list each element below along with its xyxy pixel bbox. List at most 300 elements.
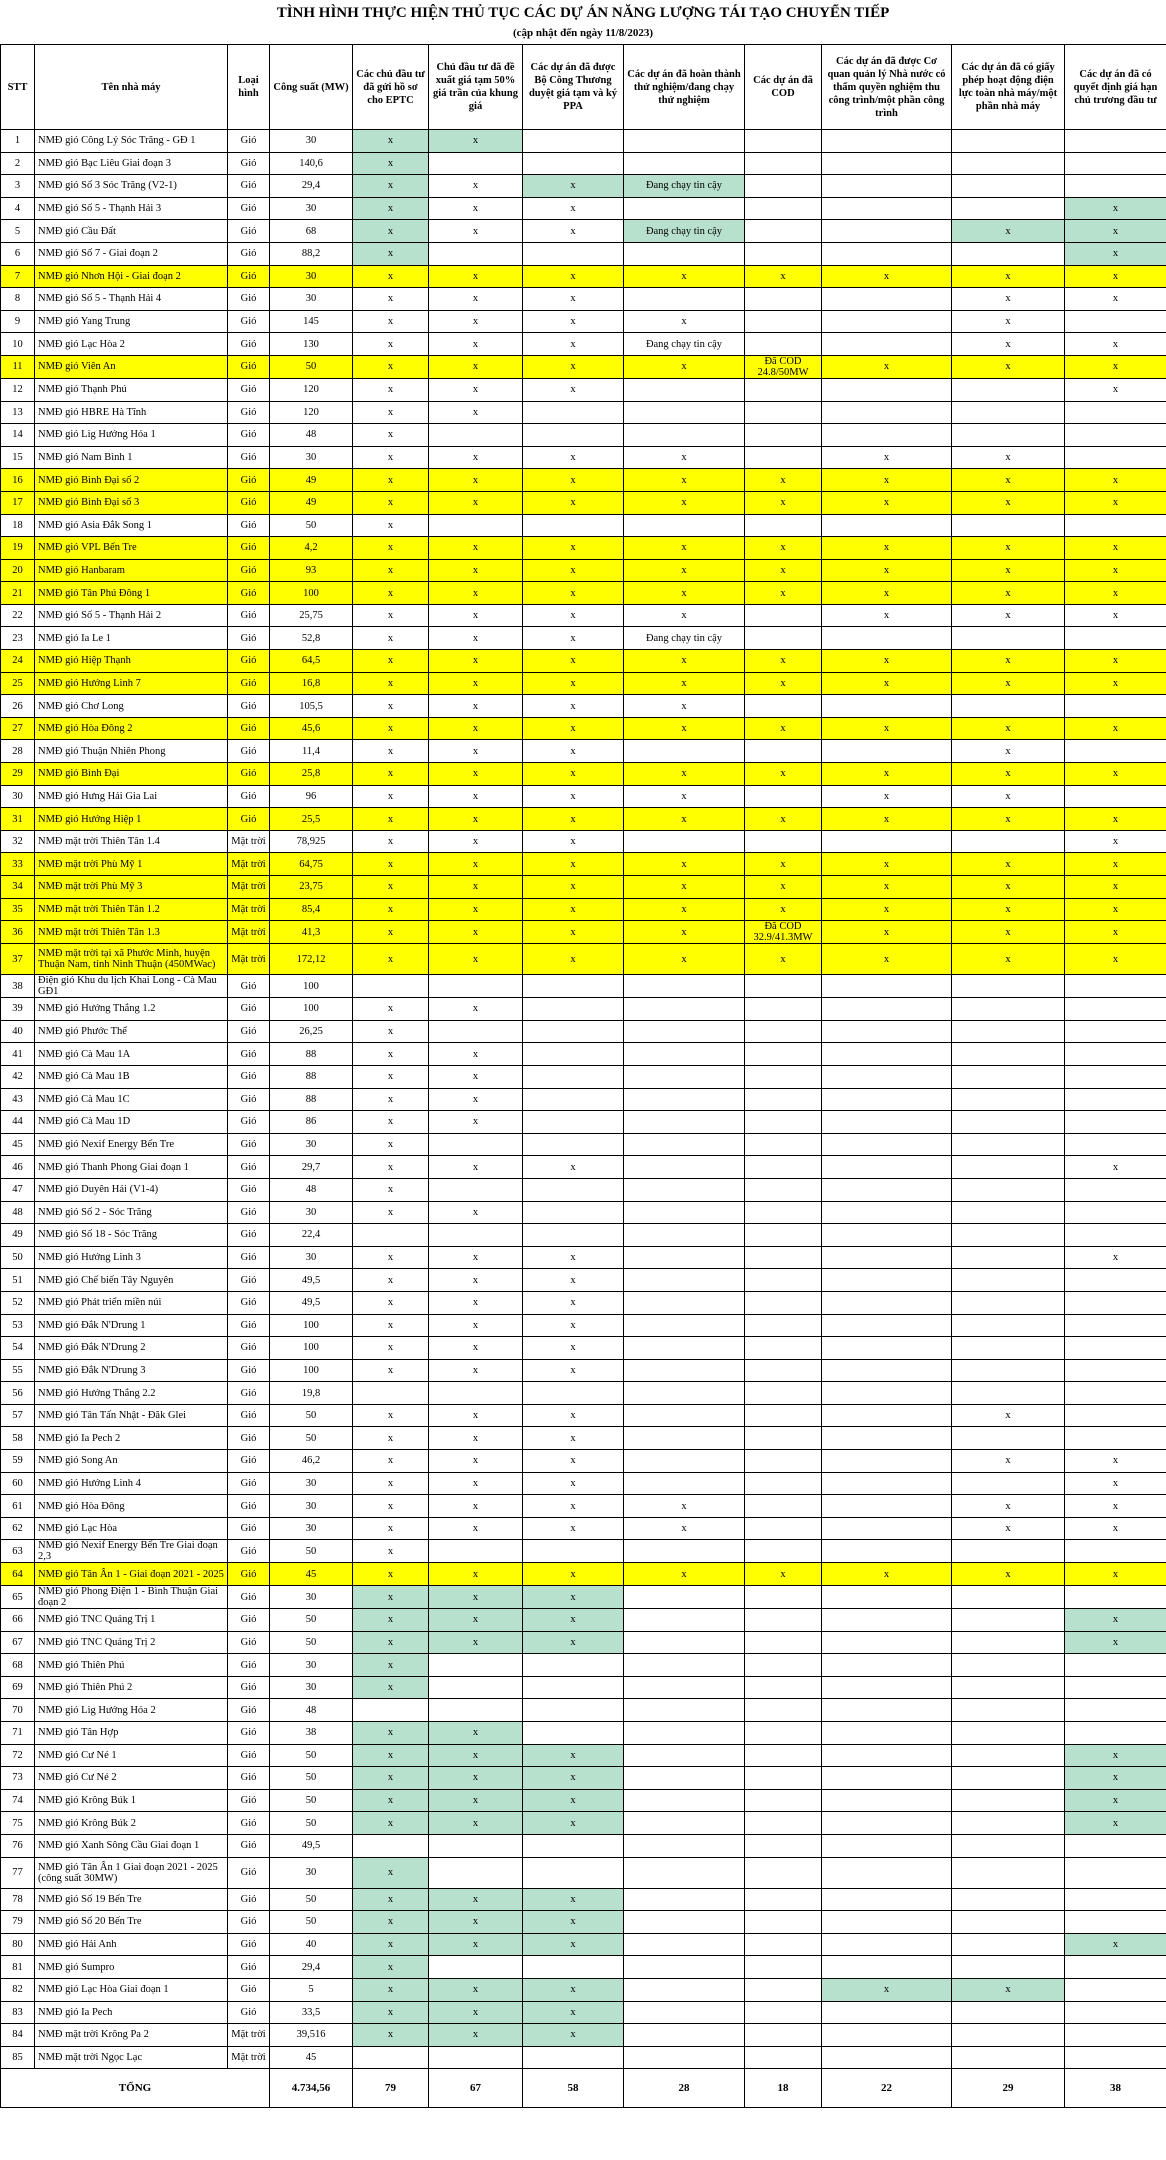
total-capacity: 4.734,56	[270, 2069, 353, 2108]
row-status-cell	[1065, 152, 1166, 175]
row-capacity: 30	[270, 1586, 353, 1609]
row-status-cell: x	[523, 197, 624, 220]
row-status-cell	[624, 1722, 745, 1745]
row-capacity: 49,5	[270, 1269, 353, 1292]
row-type: Gió	[228, 785, 270, 808]
row-status-cell	[1065, 1586, 1166, 1609]
row-status-cell	[745, 220, 822, 243]
row-status-cell: x	[1065, 582, 1166, 605]
table-row	[1, 1517, 1166, 1540]
row-status-cell: x	[523, 763, 624, 786]
table-row	[1, 1088, 1166, 1111]
row-name: NMĐ gió Thạnh Phú	[35, 378, 228, 401]
row-status-cell	[1065, 1834, 1166, 1857]
row-status-cell	[952, 1956, 1065, 1979]
row-status-cell	[429, 1834, 523, 1857]
row-capacity: 4,2	[270, 537, 353, 560]
row-status-cell	[624, 1427, 745, 1450]
table-row	[1, 808, 1166, 831]
row-status-cell	[822, 1201, 952, 1224]
row-name: NMĐ gió Thanh Phong Giai đoạn 1	[35, 1156, 228, 1179]
row-status-cell: x	[523, 537, 624, 560]
row-status-cell	[624, 998, 745, 1021]
row-type: Gió	[228, 1609, 270, 1632]
row-status-cell	[952, 1888, 1065, 1911]
row-stt: 79	[1, 1911, 35, 1934]
row-status-cell	[523, 1676, 624, 1699]
row-type: Gió	[228, 1427, 270, 1450]
row-name: NMĐ gió Số 18 - Sóc Trăng	[35, 1224, 228, 1247]
row-status-cell: x	[353, 1517, 429, 1540]
row-name: NMĐ gió Tân Tấn Nhật - Đăk Glei	[35, 1404, 228, 1427]
row-status-cell: x	[952, 1978, 1065, 2001]
row-status-cell: x	[822, 944, 952, 975]
row-type: Gió	[228, 1911, 270, 1934]
row-status-cell: x	[822, 717, 952, 740]
row-type: Gió	[228, 1586, 270, 1609]
row-status-cell: x	[429, 1404, 523, 1427]
row-status-cell: x	[745, 537, 822, 560]
row-status-cell: x	[353, 1178, 429, 1201]
row-type: Gió	[228, 1020, 270, 1043]
total-count: 67	[429, 2069, 523, 2108]
row-status-cell: x	[429, 1291, 523, 1314]
row-capacity: 48	[270, 424, 353, 447]
row-type: Mặt trời	[228, 853, 270, 876]
row-status-cell	[745, 1834, 822, 1857]
row-status-cell: x	[952, 265, 1065, 288]
row-status-cell	[624, 1156, 745, 1179]
row-status-cell: x	[429, 559, 523, 582]
row-type: Gió	[228, 1450, 270, 1473]
row-status-cell: x	[1065, 1563, 1166, 1586]
row-type: Gió	[228, 1563, 270, 1586]
table-row	[1, 288, 1166, 311]
row-status-cell	[822, 378, 952, 401]
row-status-cell	[952, 1269, 1065, 1292]
row-capacity: 120	[270, 401, 353, 424]
row-status-cell: x	[353, 1956, 429, 1979]
row-status-cell	[745, 1269, 822, 1292]
row-capacity: 30	[270, 265, 353, 288]
table-row	[1, 1246, 1166, 1269]
row-name: NMĐ gió Hướng Linh 3	[35, 1246, 228, 1269]
row-stt: 47	[1, 1178, 35, 1201]
row-stt: 21	[1, 582, 35, 605]
row-status-cell	[624, 1043, 745, 1066]
row-name: NMĐ gió Lạc Hòa Giai đoạn 1	[35, 1978, 228, 2001]
row-name: NMĐ gió Tân Ân 1 - Giai đoạn 2021 - 2025	[35, 1563, 228, 1586]
row-stt: 49	[1, 1224, 35, 1247]
row-status-cell: x	[429, 1722, 523, 1745]
row-status-cell: x	[523, 265, 624, 288]
row-status-cell	[523, 401, 624, 424]
row-status-cell: x	[429, 1111, 523, 1134]
row-stt: 53	[1, 1314, 35, 1337]
row-status-cell	[429, 1654, 523, 1677]
row-status-cell: Đang chạy tin cậy	[624, 175, 745, 198]
row-type: Gió	[228, 1133, 270, 1156]
row-status-cell	[745, 197, 822, 220]
row-status-cell	[523, 1020, 624, 1043]
row-status-cell	[745, 1722, 822, 1745]
row-status-cell	[1065, 1956, 1166, 1979]
row-status-cell: x	[353, 1586, 429, 1609]
row-status-cell: x	[952, 333, 1065, 356]
row-capacity: 100	[270, 1314, 353, 1337]
row-status-cell: x	[523, 1269, 624, 1292]
row-status-cell	[745, 1201, 822, 1224]
row-status-cell	[952, 424, 1065, 447]
row-stt: 66	[1, 1609, 35, 1632]
row-type: Gió	[228, 333, 270, 356]
row-status-cell	[822, 1495, 952, 1518]
row-status-cell	[624, 242, 745, 265]
row-stt: 46	[1, 1156, 35, 1179]
row-status-cell	[429, 424, 523, 447]
row-type: Gió	[228, 288, 270, 311]
row-status-cell	[523, 1956, 624, 1979]
row-stt: 39	[1, 998, 35, 1021]
row-type: Mặt trời	[228, 944, 270, 975]
row-status-cell: x	[429, 401, 523, 424]
row-stt: 26	[1, 695, 35, 718]
total-count: 29	[952, 2069, 1065, 2108]
row-status-cell: x	[353, 152, 429, 175]
row-status-cell: x	[952, 1563, 1065, 1586]
row-status-cell	[624, 2046, 745, 2069]
table-row	[1, 830, 1166, 853]
row-status-cell	[822, 288, 952, 311]
row-capacity: 45	[270, 2046, 353, 2069]
row-stt: 59	[1, 1450, 35, 1473]
row-status-cell	[952, 2046, 1065, 2069]
row-status-cell	[822, 1269, 952, 1292]
row-type: Gió	[228, 1857, 270, 1888]
row-status-cell	[1065, 1654, 1166, 1677]
row-capacity: 172,12	[270, 944, 353, 975]
row-status-cell	[952, 1911, 1065, 1934]
row-status-cell: x	[952, 582, 1065, 605]
row-type: Gió	[228, 1834, 270, 1857]
row-stt: 15	[1, 446, 35, 469]
row-status-cell: x	[429, 220, 523, 243]
row-status-cell: x	[1065, 491, 1166, 514]
row-name: NMĐ gió Bình Đại số 2	[35, 469, 228, 492]
row-status-cell: x	[624, 944, 745, 975]
projects-table	[0, 44, 1166, 2108]
table-row	[1, 672, 1166, 695]
table-row	[1, 491, 1166, 514]
row-name: NMĐ gió Hải Anh	[35, 1933, 228, 1956]
row-name: NMĐ gió VPL Bến Tre	[35, 537, 228, 560]
row-capacity: 50	[270, 1744, 353, 1767]
row-status-cell	[624, 1812, 745, 1835]
row-status-cell: x	[624, 1495, 745, 1518]
row-status-cell	[952, 2001, 1065, 2024]
row-status-cell: x	[353, 1767, 429, 1790]
row-status-cell	[523, 1834, 624, 1857]
table-row	[1, 130, 1166, 153]
table-row	[1, 1789, 1166, 1812]
row-stt: 2	[1, 152, 35, 175]
row-type: Gió	[228, 130, 270, 153]
row-status-cell: x	[523, 288, 624, 311]
row-capacity: 30	[270, 1857, 353, 1888]
row-stt: 62	[1, 1517, 35, 1540]
row-status-cell: x	[429, 650, 523, 673]
row-type: Gió	[228, 1043, 270, 1066]
row-type: Gió	[228, 1224, 270, 1247]
table-row	[1, 378, 1166, 401]
row-status-cell: x	[1065, 1812, 1166, 1835]
table-row	[1, 1722, 1166, 1745]
row-status-cell	[1065, 1857, 1166, 1888]
row-status-cell	[523, 1201, 624, 1224]
row-status-cell	[822, 1834, 952, 1857]
row-status-cell	[1065, 1201, 1166, 1224]
row-status-cell	[624, 1450, 745, 1473]
row-status-cell: x	[523, 175, 624, 198]
row-status-cell	[1065, 1382, 1166, 1405]
row-status-cell	[952, 152, 1065, 175]
row-status-cell	[822, 1246, 952, 1269]
row-status-cell: x	[429, 1065, 523, 1088]
total-count: 18	[745, 2069, 822, 2108]
row-status-cell	[952, 1789, 1065, 1812]
row-status-cell	[523, 130, 624, 153]
row-status-cell	[353, 1382, 429, 1405]
row-status-cell: x	[353, 1563, 429, 1586]
row-capacity: 30	[270, 1133, 353, 1156]
row-status-cell: x	[429, 672, 523, 695]
row-status-cell	[624, 1224, 745, 1247]
row-type: Gió	[228, 1722, 270, 1745]
document-title: TÌNH HÌNH THỰC HIỆN THỦ TỤC CÁC DỰ ÁN NĂNG LƯỢNG TÁI TẠO CHUYỂN TIẾP	[276, 5, 890, 21]
row-status-cell	[952, 1767, 1065, 1790]
row-status-cell	[822, 1586, 952, 1609]
row-stt: 6	[1, 242, 35, 265]
row-status-cell	[624, 1631, 745, 1654]
table-row	[1, 604, 1166, 627]
row-stt: 69	[1, 1676, 35, 1699]
row-status-cell: x	[353, 1291, 429, 1314]
row-status-cell: x	[429, 446, 523, 469]
row-name: NMĐ gió Số 5 - Thạnh Hải 3	[35, 197, 228, 220]
row-status-cell: x	[429, 627, 523, 650]
row-type: Gió	[228, 1933, 270, 1956]
table-row	[1, 1156, 1166, 1179]
row-stt: 36	[1, 921, 35, 944]
row-stt: 34	[1, 876, 35, 899]
row-name: NMĐ gió Hiệp Thạnh	[35, 650, 228, 673]
row-status-cell	[1065, 1088, 1166, 1111]
row-capacity: 145	[270, 310, 353, 333]
row-capacity: 30	[270, 1246, 353, 1269]
row-status-cell	[745, 2001, 822, 2024]
row-capacity: 11,4	[270, 740, 353, 763]
row-type: Gió	[228, 717, 270, 740]
total-row	[1, 2069, 1166, 2108]
row-status-cell	[745, 2046, 822, 2069]
row-status-cell: x	[429, 1246, 523, 1269]
row-capacity: 50	[270, 1404, 353, 1427]
row-status-cell: x	[822, 1563, 952, 1586]
row-status-cell: x	[353, 288, 429, 311]
row-status-cell	[624, 378, 745, 401]
row-status-cell	[822, 424, 952, 447]
row-capacity: 46,2	[270, 1450, 353, 1473]
row-status-cell	[745, 333, 822, 356]
row-capacity: 52,8	[270, 627, 353, 650]
row-status-cell	[952, 1586, 1065, 1609]
row-status-cell: x	[353, 808, 429, 831]
row-status-cell: x	[353, 1744, 429, 1767]
row-type: Gió	[228, 763, 270, 786]
row-status-cell: x	[353, 197, 429, 220]
row-status-cell: x	[1065, 1744, 1166, 1767]
row-status-cell	[1065, 1133, 1166, 1156]
row-capacity: 100	[270, 1359, 353, 1382]
row-status-cell: x	[745, 1563, 822, 1586]
row-status-cell: x	[353, 265, 429, 288]
header-eptc: Các chủ đầu tư đã gửi hồ sơ cho EPTC	[353, 45, 429, 130]
row-name: NMĐ gió Chế biến Tây Nguyên	[35, 1269, 228, 1292]
row-stt: 82	[1, 1978, 35, 2001]
row-stt: 80	[1, 1933, 35, 1956]
row-status-cell	[1065, 785, 1166, 808]
row-status-cell: x	[353, 1933, 429, 1956]
row-status-cell: x	[353, 898, 429, 921]
row-status-cell: x	[952, 717, 1065, 740]
table-row	[1, 1631, 1166, 1654]
row-status-cell: x	[353, 695, 429, 718]
row-status-cell: x	[353, 1111, 429, 1134]
row-status-cell: x	[822, 876, 952, 899]
row-name: NMĐ gió Hướng Thắng 1.2	[35, 998, 228, 1021]
row-status-cell: x	[523, 378, 624, 401]
row-capacity: 50	[270, 1911, 353, 1934]
row-status-cell: x	[353, 355, 429, 378]
row-status-cell: x	[429, 1359, 523, 1382]
row-status-cell	[822, 2024, 952, 2047]
row-status-cell: x	[353, 1472, 429, 1495]
row-status-cell: x	[353, 1540, 429, 1563]
row-status-cell	[822, 627, 952, 650]
row-status-cell	[624, 1767, 745, 1790]
row-status-cell: x	[624, 310, 745, 333]
row-status-cell: x	[523, 921, 624, 944]
row-capacity: 30	[270, 288, 353, 311]
row-status-cell	[429, 1382, 523, 1405]
row-status-cell	[952, 1631, 1065, 1654]
row-type: Mặt trời	[228, 898, 270, 921]
row-status-cell	[1065, 1224, 1166, 1247]
row-type: Gió	[228, 514, 270, 537]
row-name: NMĐ gió Bạc Liêu Giai đoạn 3	[35, 152, 228, 175]
row-status-cell: x	[353, 604, 429, 627]
row-status-cell: x	[523, 2001, 624, 2024]
table-row	[1, 1201, 1166, 1224]
table-row	[1, 1178, 1166, 1201]
row-status-cell: x	[523, 446, 624, 469]
row-type: Gió	[228, 537, 270, 560]
row-status-cell: x	[353, 333, 429, 356]
row-capacity: 64,75	[270, 853, 353, 876]
row-status-cell	[952, 130, 1065, 153]
row-status-cell	[624, 2024, 745, 2047]
row-capacity: 96	[270, 785, 353, 808]
row-stt: 5	[1, 220, 35, 243]
row-status-cell	[745, 1359, 822, 1382]
header-name: Tên nhà máy	[35, 45, 228, 130]
row-name: NMĐ gió Ia Pech	[35, 2001, 228, 2024]
row-capacity: 49	[270, 491, 353, 514]
row-stt: 64	[1, 1563, 35, 1586]
row-status-cell	[624, 514, 745, 537]
row-status-cell: x	[523, 785, 624, 808]
row-status-cell: x	[952, 740, 1065, 763]
row-status-cell: x	[429, 2024, 523, 2047]
row-stt: 43	[1, 1088, 35, 1111]
row-status-cell	[523, 1065, 624, 1088]
row-capacity: 23,75	[270, 876, 353, 899]
table-row	[1, 1676, 1166, 1699]
row-status-cell	[952, 695, 1065, 718]
row-stt: 75	[1, 1812, 35, 1835]
row-status-cell: x	[353, 559, 429, 582]
row-status-cell	[745, 1065, 822, 1088]
row-status-cell	[745, 1978, 822, 2001]
row-capacity: 19,8	[270, 1382, 353, 1405]
row-status-cell	[1065, 2046, 1166, 2069]
row-status-cell: x	[624, 355, 745, 378]
row-status-cell: x	[353, 876, 429, 899]
row-status-cell: Đang chạy tin cậy	[624, 220, 745, 243]
row-name: NMĐ gió Tân Phú Đông 1	[35, 582, 228, 605]
row-status-cell	[624, 1888, 745, 1911]
row-stt: 18	[1, 514, 35, 537]
row-status-cell: x	[822, 559, 952, 582]
row-status-cell: x	[353, 2001, 429, 2024]
row-status-cell	[624, 401, 745, 424]
row-status-cell: x	[353, 1133, 429, 1156]
row-status-cell: x	[822, 355, 952, 378]
row-status-cell: x	[429, 1088, 523, 1111]
row-type: Gió	[228, 310, 270, 333]
row-name: NMĐ gió Hòa Đông 2	[35, 717, 228, 740]
row-status-cell	[745, 1699, 822, 1722]
row-capacity: 30	[270, 1472, 353, 1495]
row-name: NMĐ gió Nexif Energy Bến Tre	[35, 1133, 228, 1156]
row-status-cell: x	[624, 808, 745, 831]
row-status-cell	[952, 998, 1065, 1021]
row-type: Gió	[228, 1065, 270, 1088]
row-status-cell: x	[523, 1744, 624, 1767]
row-status-cell	[523, 1382, 624, 1405]
header-license: Các dự án đã có giấy phép hoạt động điện lực toàn nhà máy/một phần nhà máy	[952, 45, 1065, 130]
row-status-cell: x	[523, 1789, 624, 1812]
row-status-cell	[353, 1834, 429, 1857]
row-status-cell: x	[353, 1654, 429, 1677]
row-stt: 28	[1, 740, 35, 763]
row-status-cell	[1065, 2001, 1166, 2024]
row-status-cell	[1065, 1111, 1166, 1134]
row-status-cell: x	[523, 830, 624, 853]
header-acceptance: Các dự án đã được Cơ quan quản lý Nhà nước có thẩm quyền nghiệm thu công trình/một phần công trình	[822, 45, 952, 130]
row-status-cell: x	[429, 898, 523, 921]
row-type: Gió	[228, 1269, 270, 1292]
